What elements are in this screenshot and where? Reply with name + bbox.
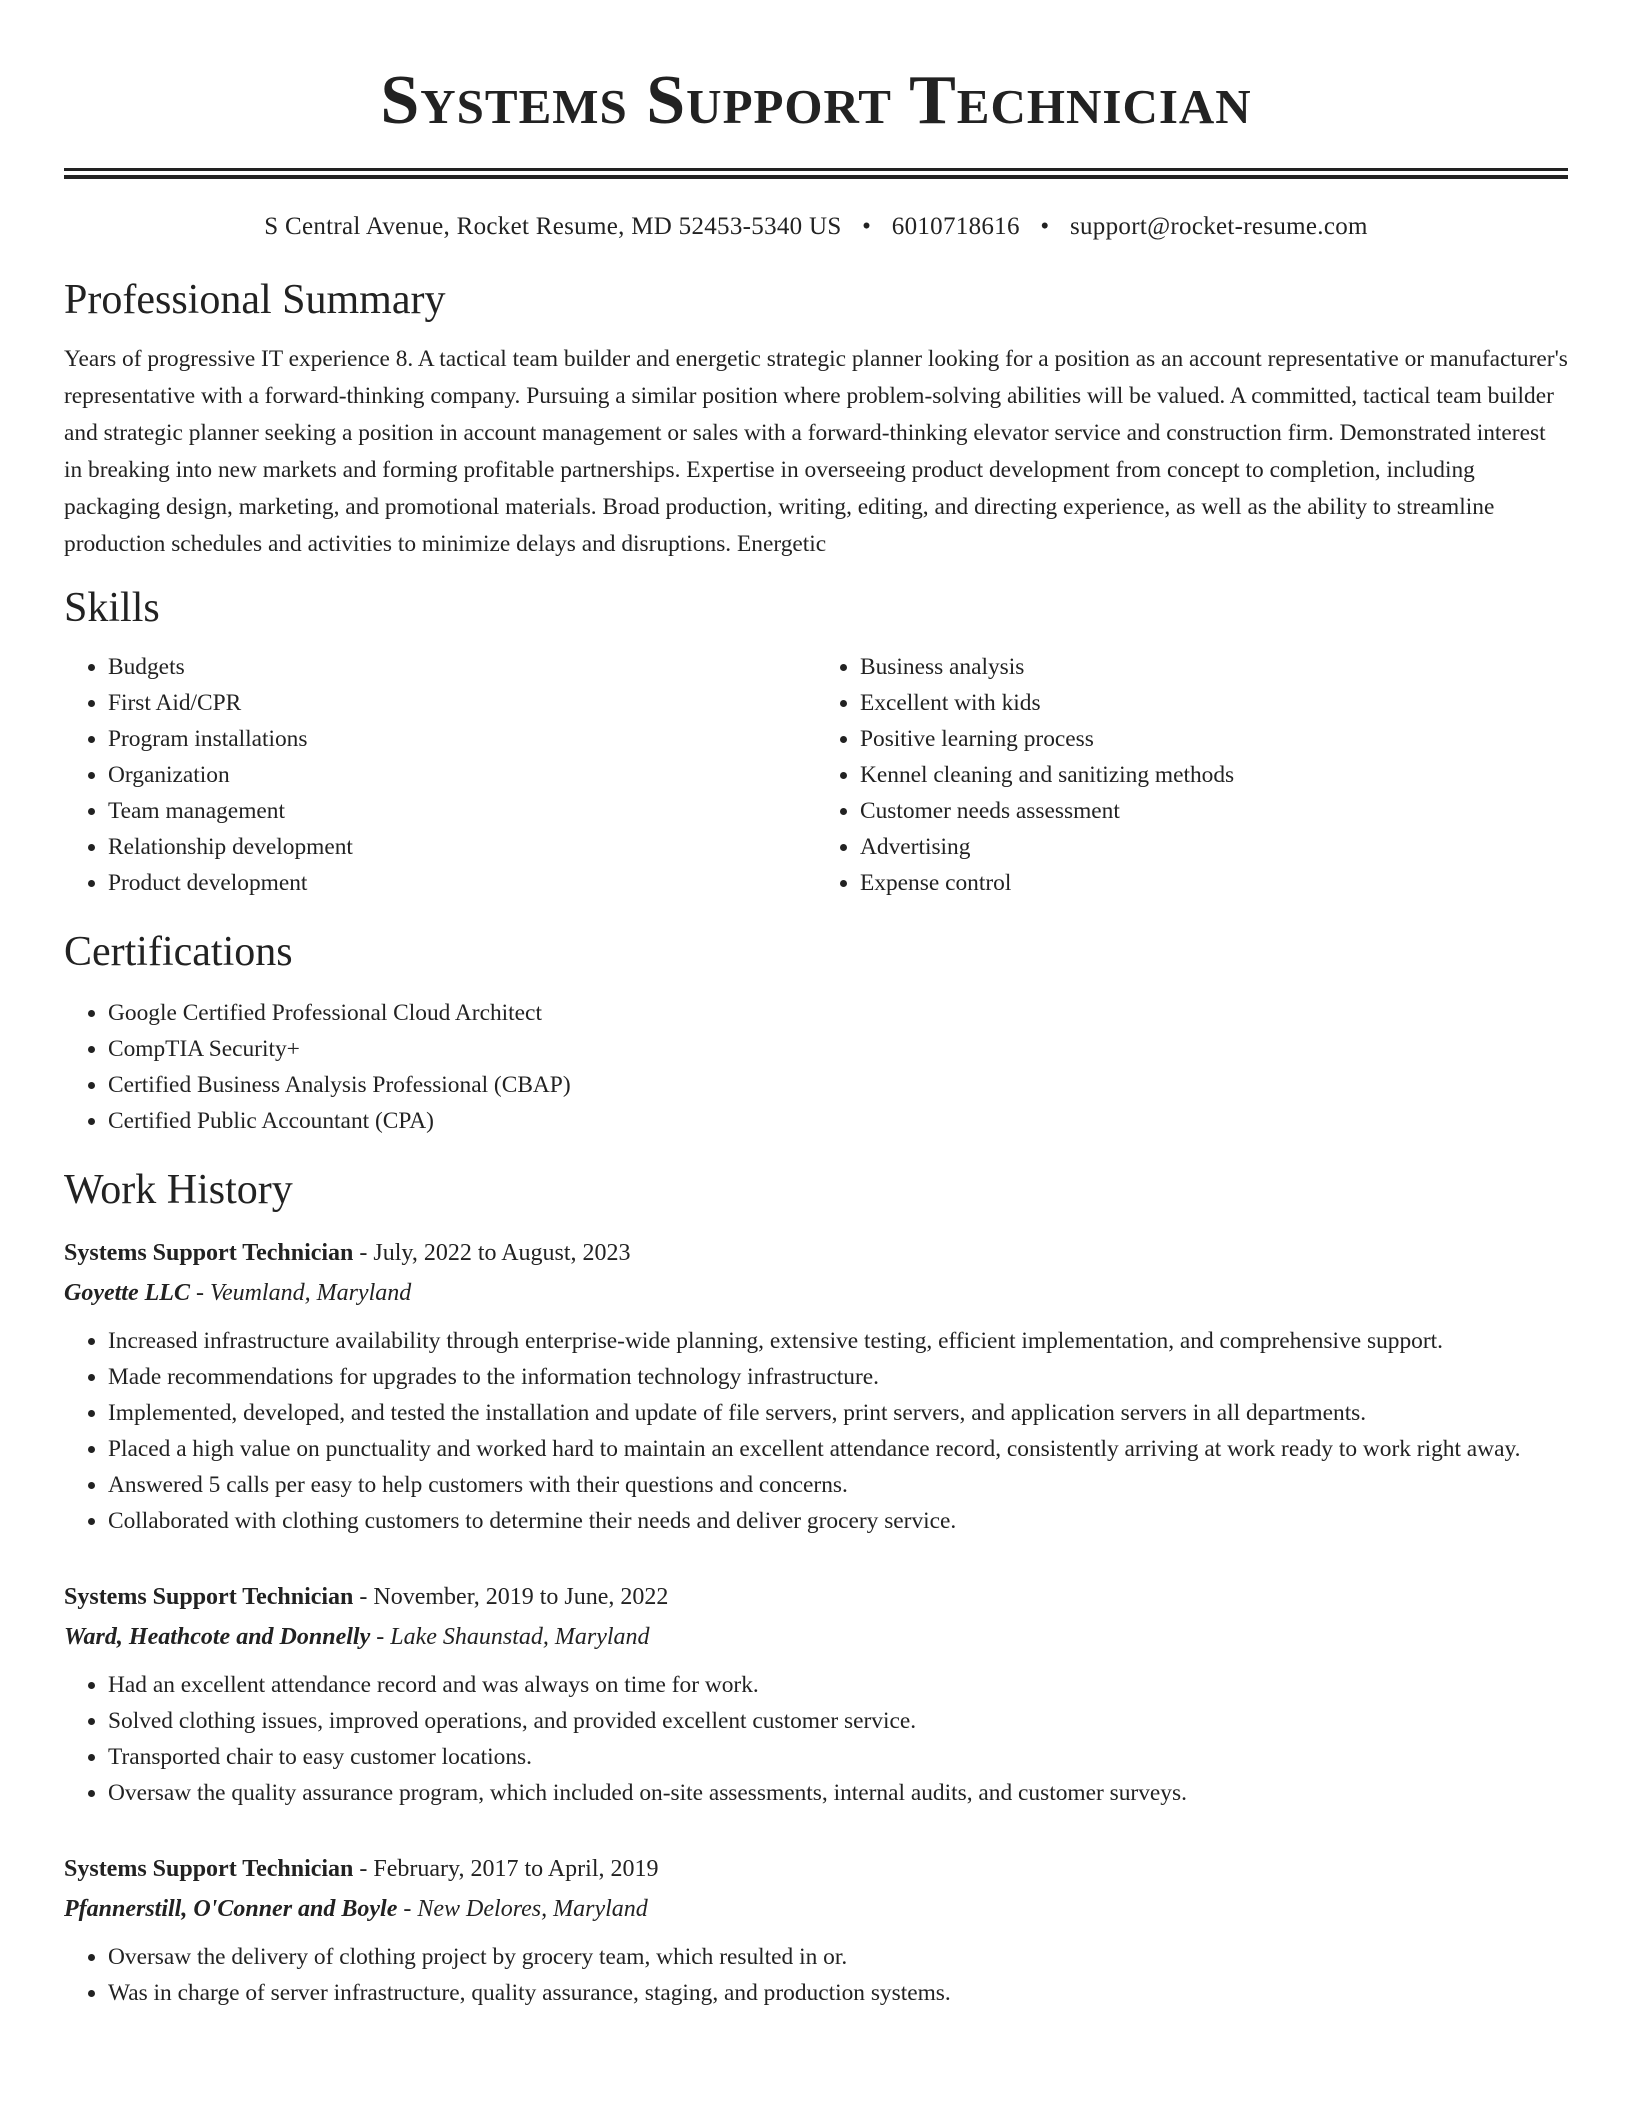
skill-item: • Budgets xyxy=(108,649,816,685)
job-location: - Lake Shaunstad, Maryland xyxy=(376,1624,650,1650)
job-title-line xyxy=(64,1849,1568,1889)
skills-heading: Skills xyxy=(64,585,160,631)
skill-item: • Relationship development xyxy=(108,829,816,865)
job-location: - New Delores, Maryland xyxy=(403,1896,648,1922)
skill-item: • Team management xyxy=(108,793,816,829)
resume-page xyxy=(64,0,1568,2011)
skill-item: • Expense control xyxy=(860,865,1568,901)
job-company-line xyxy=(64,1617,1568,1657)
job-bullet: • Placed a high value on punctuality and worked hard to maintain an excellent attendance record, consistently arriving at work ready to work right away. xyxy=(108,1431,1568,1467)
certification-item: • CompTIA Security+ xyxy=(108,1031,1568,1067)
job-company-line xyxy=(64,1273,1568,1313)
job-role: Systems Support Technician xyxy=(64,1584,354,1610)
job-title-line xyxy=(64,1577,1568,1617)
summary-text: Years of progressive IT experience 8. A tactical team builder and energetic strategic planner looking for a position as an account representative or manufacturer's representative with a forward-thinking company. Pursuing a similar position where problem-solving abilities will be valued. A committed, tactical team builder and strategic planner seeking a position in account management or sales with a forward-thinking elevator service and construction firm. Demonstrated interest in breaking into new markets and forming profitable partnerships. Expertise in overseeing product development from concept to completion, including packaging design, marketing, and promotional materials. Broad production, writing, editing, and directing experience, as well as the ability to streamline production schedules and activities to minimize delays and disruptions. Energetic xyxy=(64,346,1568,557)
skill-item: • Advertising xyxy=(860,829,1568,865)
job-company: Ward, Heathcote and Donnelly xyxy=(64,1624,371,1650)
job-bullet: • Transported chair to easy customer locations. xyxy=(108,1739,1568,1775)
contact-address: S Central Avenue, Rocket Resume, MD 52453-5340 US xyxy=(264,213,842,240)
skill-item: • Organization xyxy=(108,757,816,793)
summary-heading: Professional Summary xyxy=(64,277,446,323)
skills-list-left xyxy=(64,649,816,901)
job-dates: - November, 2019 to June, 2022 xyxy=(359,1584,669,1610)
skills-list-right xyxy=(816,649,1568,901)
job-bullet: • Was in charge of server infrastructure, quality assurance, staging, and production systems. xyxy=(108,1975,1568,2011)
job-company: Pfannerstill, O'Conner and Boyle xyxy=(64,1896,398,1922)
job-entry xyxy=(64,1577,1568,1811)
job-bullet: • Made recommendations for upgrades to the information technology infrastructure. xyxy=(108,1359,1568,1395)
job-location: - Veumland, Maryland xyxy=(195,1280,412,1306)
certifications-heading: Certifications xyxy=(64,929,293,975)
header-double-rule xyxy=(64,168,1568,179)
skill-item: • First Aid/CPR xyxy=(108,685,816,721)
contact-line xyxy=(64,209,1568,245)
job-company: Goyette LLC xyxy=(64,1280,190,1306)
skill-item: • Product development xyxy=(108,865,816,901)
job-title-line xyxy=(64,1233,1568,1273)
certification-item: • Google Certified Professional Cloud Architect xyxy=(108,995,1568,1031)
skill-item: • Excellent with kids xyxy=(860,685,1568,721)
resume-name: Systems Support Technician xyxy=(380,62,1252,139)
skill-item: • Kennel cleaning and sanitizing methods xyxy=(860,757,1568,793)
job-dates: - July, 2022 to August, 2023 xyxy=(359,1240,631,1266)
skill-item: • Program installations xyxy=(108,721,816,757)
skill-item: • Business analysis xyxy=(860,649,1568,685)
job-bullet: • Implemented, developed, and tested the installation and update of file servers, print servers, and application servers in all departments. xyxy=(108,1395,1568,1431)
job-role: Systems Support Technician xyxy=(64,1240,354,1266)
certification-item: • Certified Business Analysis Professional (CBAP) xyxy=(108,1067,1568,1103)
job-dates: - February, 2017 to April, 2019 xyxy=(359,1856,659,1882)
certifications-list xyxy=(64,995,1568,1139)
job-bullets xyxy=(64,1667,1568,1811)
bullet-separator: • xyxy=(1040,213,1050,240)
job-bullets xyxy=(64,1323,1568,1539)
job-bullet: • Increased infrastructure availability through enterprise-wide planning, extensive testing, efficient implementation, and comprehensive support. xyxy=(108,1323,1568,1359)
job-bullet: • Answered 5 calls per easy to help customers with their questions and concerns. xyxy=(108,1467,1568,1503)
bullet-separator: • xyxy=(862,213,872,240)
job-entry xyxy=(64,1233,1568,1539)
certification-item: • Certified Public Accountant (CPA) xyxy=(108,1103,1568,1139)
work-history-heading: Work History xyxy=(64,1167,293,1213)
skills-columns xyxy=(64,649,1568,901)
job-bullets xyxy=(64,1939,1568,2011)
job-bullet: • Had an excellent attendance record and was always on time for work. xyxy=(108,1667,1568,1703)
job-role: Systems Support Technician xyxy=(64,1856,354,1882)
job-company-line xyxy=(64,1889,1568,1929)
skill-item: • Positive learning process xyxy=(860,721,1568,757)
job-bullet: • Solved clothing issues, improved operations, and provided excellent customer service. xyxy=(108,1703,1568,1739)
contact-email: support@rocket-resume.com xyxy=(1069,213,1368,240)
job-entry xyxy=(64,1849,1568,2011)
skill-item: • Customer needs assessment xyxy=(860,793,1568,829)
job-bullet: • Oversaw the delivery of clothing project by grocery team, which resulted in or. xyxy=(108,1939,1568,1975)
job-bullet: • Oversaw the quality assurance program, which included on-site assessments, internal audits, and customer surveys. xyxy=(108,1775,1568,1811)
job-bullet: • Collaborated with clothing customers to determine their needs and deliver grocery service. xyxy=(108,1503,1568,1539)
contact-phone: 6010718616 xyxy=(891,213,1020,240)
